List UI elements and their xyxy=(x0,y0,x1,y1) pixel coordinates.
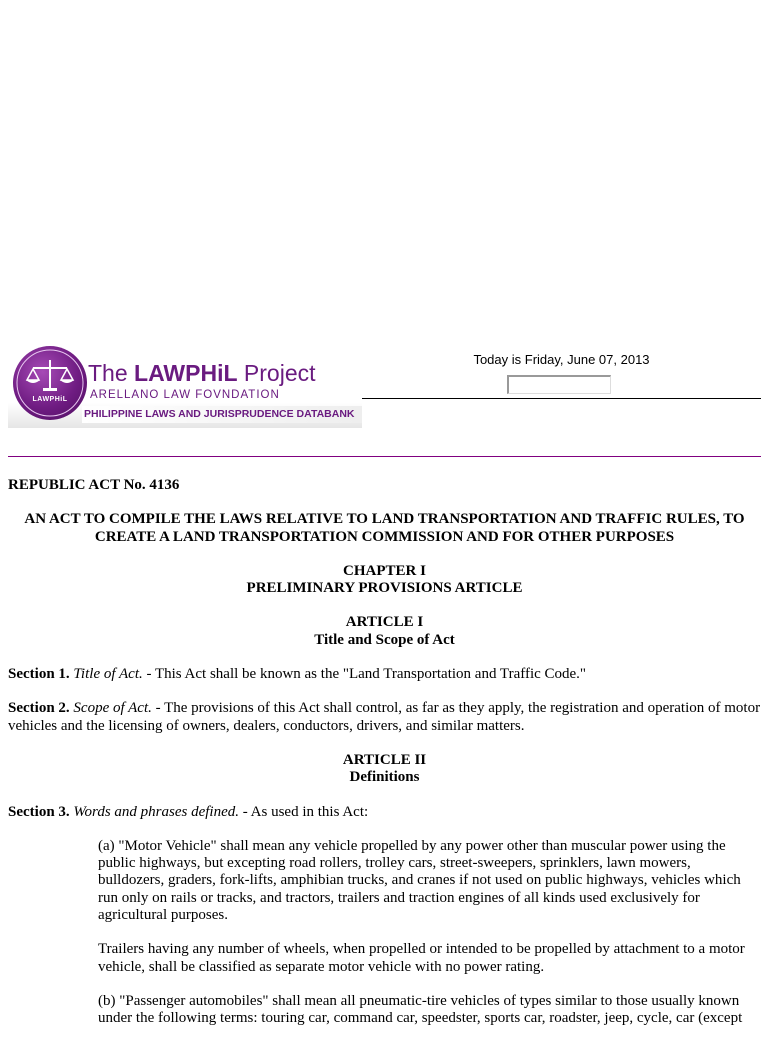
article-1-number: ARTICLE I xyxy=(345,614,424,631)
date-text: Today is Friday, June 07, 2013 xyxy=(473,352,650,367)
section-1-text: - This Act shall be known as the "Land Transportation and Traffic Code." xyxy=(142,666,587,683)
section-2-text: - The provisions of this Act shall control, as far as they apply, the registration and operation of motor vehicles and the licensing of owners, dealers, conductors, drivers, and similar matters. xyxy=(8,700,761,734)
logo-databank: PHILIPPINE LAWS AND JURISPRUDENCE DATABANK xyxy=(84,408,355,420)
logo-title xyxy=(88,360,316,387)
act-number xyxy=(8,477,761,494)
section-2-title: Scope of Act. xyxy=(73,700,152,717)
chapter-heading xyxy=(8,563,761,598)
seal-icon xyxy=(13,346,87,420)
act-title: AN ACT TO COMPILE THE LAWS RELATIVE TO LAND TRANSPORTATION AND TRAFFIC RULES, TO CREATE A LAND TRANSPORTATION COMMISSION AND FOR OTHER PURPOSES xyxy=(24,511,745,545)
article-2-heading xyxy=(8,752,761,787)
site-header xyxy=(8,344,761,428)
section-3 xyxy=(8,804,761,821)
logo-title-project: Project xyxy=(237,360,316,386)
date-input[interactable] xyxy=(507,375,611,394)
section-2 xyxy=(8,700,761,735)
section-1-title: Title of Act. xyxy=(73,666,143,683)
section-3-title: Words and phrases defined. xyxy=(73,803,239,820)
article-1-title: Title and Scope of Act xyxy=(314,631,455,648)
header-divider xyxy=(8,456,761,457)
section-1-label: Section 1. xyxy=(8,666,70,683)
date-area xyxy=(362,344,761,399)
seal-text: LAWPHiL xyxy=(32,396,68,403)
logo-title-the: The xyxy=(88,360,135,386)
definition-trailers: Trailers having any number of wheels, when propelled or intended to be propelled by attachment to a motor vehicle, shall be classified as separate motor vehicle with no power rating. xyxy=(98,941,745,975)
logo-databank-band xyxy=(82,406,362,423)
article-2-title: Definitions xyxy=(349,769,420,786)
chapter-number: CHAPTER I xyxy=(343,562,426,579)
article-1-heading xyxy=(8,614,761,649)
chapter-title: PRELIMINARY PROVISIONS ARTICLE xyxy=(246,580,523,597)
section-1 xyxy=(8,666,761,683)
document-body xyxy=(8,477,761,1045)
act-number-text: REPUBLIC ACT No. 4136 xyxy=(8,477,180,493)
logo-title-lawphil: LAWPHiL xyxy=(134,360,238,386)
definition-b: (b) "Passenger automobiles" shall mean all pneumatic-tire vehicles of types similar to those usually known under the following terms: touring car, command car, speedster, sports car, roadster, jeep, cycle, car (except xyxy=(98,992,743,1027)
section-2-label: Section 2. xyxy=(8,700,70,717)
section-3-text: - As used in this Act: xyxy=(238,803,369,820)
article-2-number: ARTICLE II xyxy=(342,751,427,768)
lawphil-logo[interactable] xyxy=(8,344,362,428)
section-3-label: Section 3. xyxy=(8,803,70,820)
definition-a: (a) "Motor Vehicle" shall mean any vehicle propelled by any power other than muscular power using the public highways, but excepting road rollers, trolley cars, street-sweepers, sprinklers, lawn mowers, bulldozers, graders, fork-lifts, amphibian trucks, and cranes if not used on public highways, vehicles which run only on rails or tracks, and tractors, trailers and traction engines of all kinds used exclusively for agricultural purposes. xyxy=(98,837,741,924)
logo-foundation: ARELLANO LAW FOVNDATION xyxy=(90,389,280,401)
